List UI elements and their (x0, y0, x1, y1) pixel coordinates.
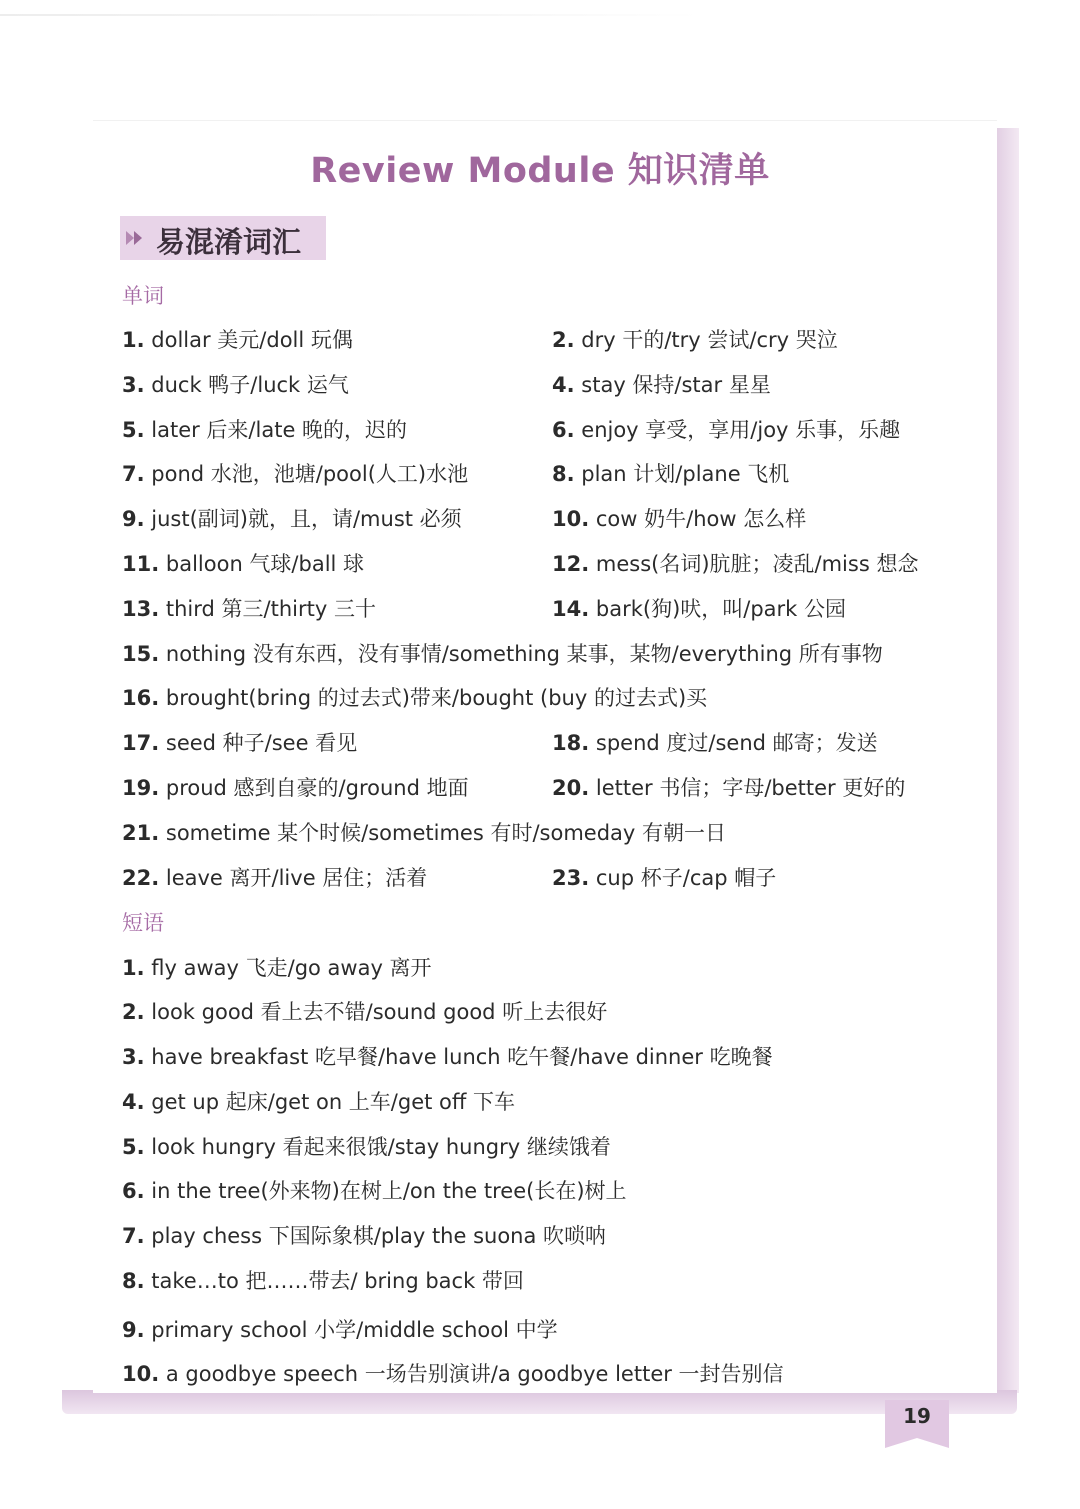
phrase-item: 8. take…to 把……带去/ bring back 带回 (122, 1269, 524, 1293)
word-item: 10. cow 奶牛/how 怎么样 (552, 507, 807, 531)
word-item: 14. bark(狗)吠，叫/park 公园 (552, 597, 847, 621)
phrase-item: 3. have breakfast 吃早餐/have lunch 吃午餐/have dinner 吃晚餐 (122, 1045, 773, 1069)
word-item: 2. dry 干的/try 尝试/cry 哭泣 (552, 328, 838, 352)
word-item: 11. balloon 气球/ball 球 (122, 552, 365, 576)
section-title: 易混淆词汇 (156, 225, 302, 259)
word-item: 5. later 后来/late 晚的，迟的 (122, 418, 408, 442)
page-title: Review Module 知识清单 (310, 151, 770, 191)
section-header (120, 216, 326, 260)
phrase-item: 1. fly away 飞走/go away 离开 (122, 956, 432, 980)
word-item: 23. cup 杯子/cap 帽子 (552, 866, 777, 890)
word-item: 12. mess(名词)肮脏；凌乱/miss 想念 (552, 552, 919, 576)
phrase-item: 7. play chess 下国际象棋/play the suona 吹唢呐 (122, 1224, 607, 1248)
word-item: 9. just(副词)就，且，请/must 必须 (122, 507, 462, 531)
double-triangle-arrow-icon (126, 229, 144, 247)
word-item: 16. brought(bring 的过去式)带来/bought (buy 的过去式)买 (122, 686, 708, 710)
word-item: 4. stay 保持/star 星星 (552, 373, 771, 397)
word-item: 19. proud 感到自豪的/ground 地面 (122, 776, 469, 800)
word-item: 13. third 第三/thirty 三十 (122, 597, 376, 621)
page-number: 19 (903, 1404, 931, 1428)
phrases-label: 短语 (122, 911, 164, 935)
word-item: 1. dollar 美元/doll 玩偶 (122, 328, 353, 352)
phrase-item: 2. look good 看上去不错/sound good 听上去很好 (122, 1000, 608, 1024)
word-item: 7. pond 水池，池塘/pool(人工)水池 (122, 462, 469, 486)
word-item: 18. spend 度过/send 邮寄；发送 (552, 731, 878, 755)
word-item: 8. plan 计划/plane 飞机 (552, 462, 790, 486)
phrase-item: 6. in the tree(外来物)在树上/on the tree(长在)树上 (122, 1179, 627, 1203)
page-shadow-right (997, 128, 1019, 1393)
word-item: 6. enjoy 享受，享用/joy 乐事，乐趣 (552, 418, 901, 442)
word-item: 17. seed 种子/see 看见 (122, 731, 358, 755)
word-item: 20. letter 书信；字母/better 更好的 (552, 776, 906, 800)
words-label: 单词 (122, 284, 164, 308)
phrase-item: 9. primary school 小学/middle school 中学 (122, 1318, 558, 1342)
phrase-item: 4. get up 起床/get on 上车/get off 下车 (122, 1090, 516, 1114)
phrase-item: 10. a goodbye speech 一场告别演讲/a goodbye letter 一封告别信 (122, 1362, 784, 1386)
word-item: 3. duck 鸭子/luck 运气 (122, 373, 349, 397)
page-shadow-bottom (62, 1390, 1017, 1414)
word-item: 22. leave 离开/live 居住；活着 (122, 866, 428, 890)
top-rule (0, 14, 700, 16)
phrase-item: 5. look hungry 看起来很饿/stay hungry 继续饿着 (122, 1135, 611, 1159)
word-item: 15. nothing 没有东西，没有事情/something 某事，某物/everything 所有事物 (122, 642, 883, 666)
word-item: 21. sometime 某个时候/sometimes 有时/someday 有朝一日 (122, 821, 727, 845)
